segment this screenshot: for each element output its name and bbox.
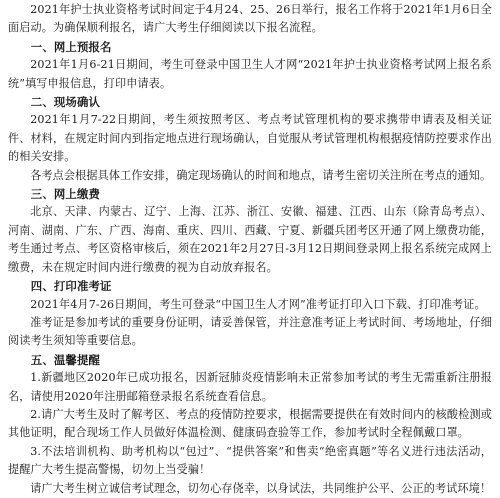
section-paragraph: 2021年1月6-21日期间，考生可登录中国卫生人才网“2021年护士执业资格考试网上报名系统”填写申报信息，打印申请表。	[8, 58, 492, 90]
section-heading-reminders: 五、温馨提醒	[30, 352, 101, 367]
section-heading-onsite-confirmation: 二、现场确认	[30, 95, 101, 110]
section-heading-print-admission-ticket: 四、打印准考证	[30, 279, 112, 294]
closing-paragraph: 请广大考生树立诚信考试理念，切勿心存侥幸，以身试法，共同维护公平、公正的考试环境！	[30, 481, 492, 495]
section-paragraph: 各考点会根据具体工作安排，确定现场确认的时间和地点，请考生密切关注所在考点的通知。	[30, 168, 492, 182]
section-heading-online-payment: 三、网上缴费	[30, 187, 101, 202]
reminder-item: 1.新疆地区2020年已成功报名，因新冠肺炎疫情影响未正常参加考试的考生无需重新注册报名，请使用2020年注册邮箱登录报名系统查看信息。	[8, 371, 492, 403]
reminder-item: 3.不法培训机构、助考机构以“包过”、“提供答案”和售卖“绝密真题”等名义进行违法活动，提醒广大考生提高警惕，切勿上当受骗！	[8, 444, 492, 477]
section-heading-online-pre-registration: 一、网上预报名	[30, 39, 112, 54]
section-paragraph: 北京、天津、内蒙古、辽宁、上海、江苏、浙江、安徽、福建、江西、山东（除青岛考点）、河南、湖南、广东、广西、海南、重庆、四川、西藏、宁夏、新疆兵团考区开通了网上缴费功能，考生通过考点、考区资格审核后，须在2021年2月27日-3月12日期间登录网上报名系统完成网上缴费，未在规定时间内进行缴费的视为自动放弃报名。	[8, 205, 492, 274]
section-paragraph: 准考证是参加考试的重要身份证明，请妥善保管，并注意准考证上考试时间、考场地址，仔细阅读考生须知等重要信息。	[8, 315, 492, 348]
reminder-item: 2.请广大考生及时了解考区、考点的疫情防控要求，根据需要提供在有效时间内的核酸检测或其他证明，配合现场工作人员做好体温检测、健康码查验等工作，参加考试时全程佩戴口罩。	[8, 407, 492, 440]
section-paragraph: 2021年4月7-26日期间，考生可登录“中国卫生人才网”准考证打印入口下载、打印准考证。	[30, 297, 486, 311]
section-paragraph: 2021年1月7-22日期间，考生须按照考区、考点考试管理机构的要求携带申请表及相关证件、材料，在规定时间内到指定地点进行现场确认，自觉服从考试管理机构根据疫情防控要求作出的相关安排。	[8, 113, 492, 164]
intro-paragraph: 2021年护士执业资格考试时间定于4月24、25、26日举行，报名工作将于2021年1月6日全面启动。为确保顺利报名，请广大考生仔细阅读以下报名流程。	[8, 3, 492, 35]
